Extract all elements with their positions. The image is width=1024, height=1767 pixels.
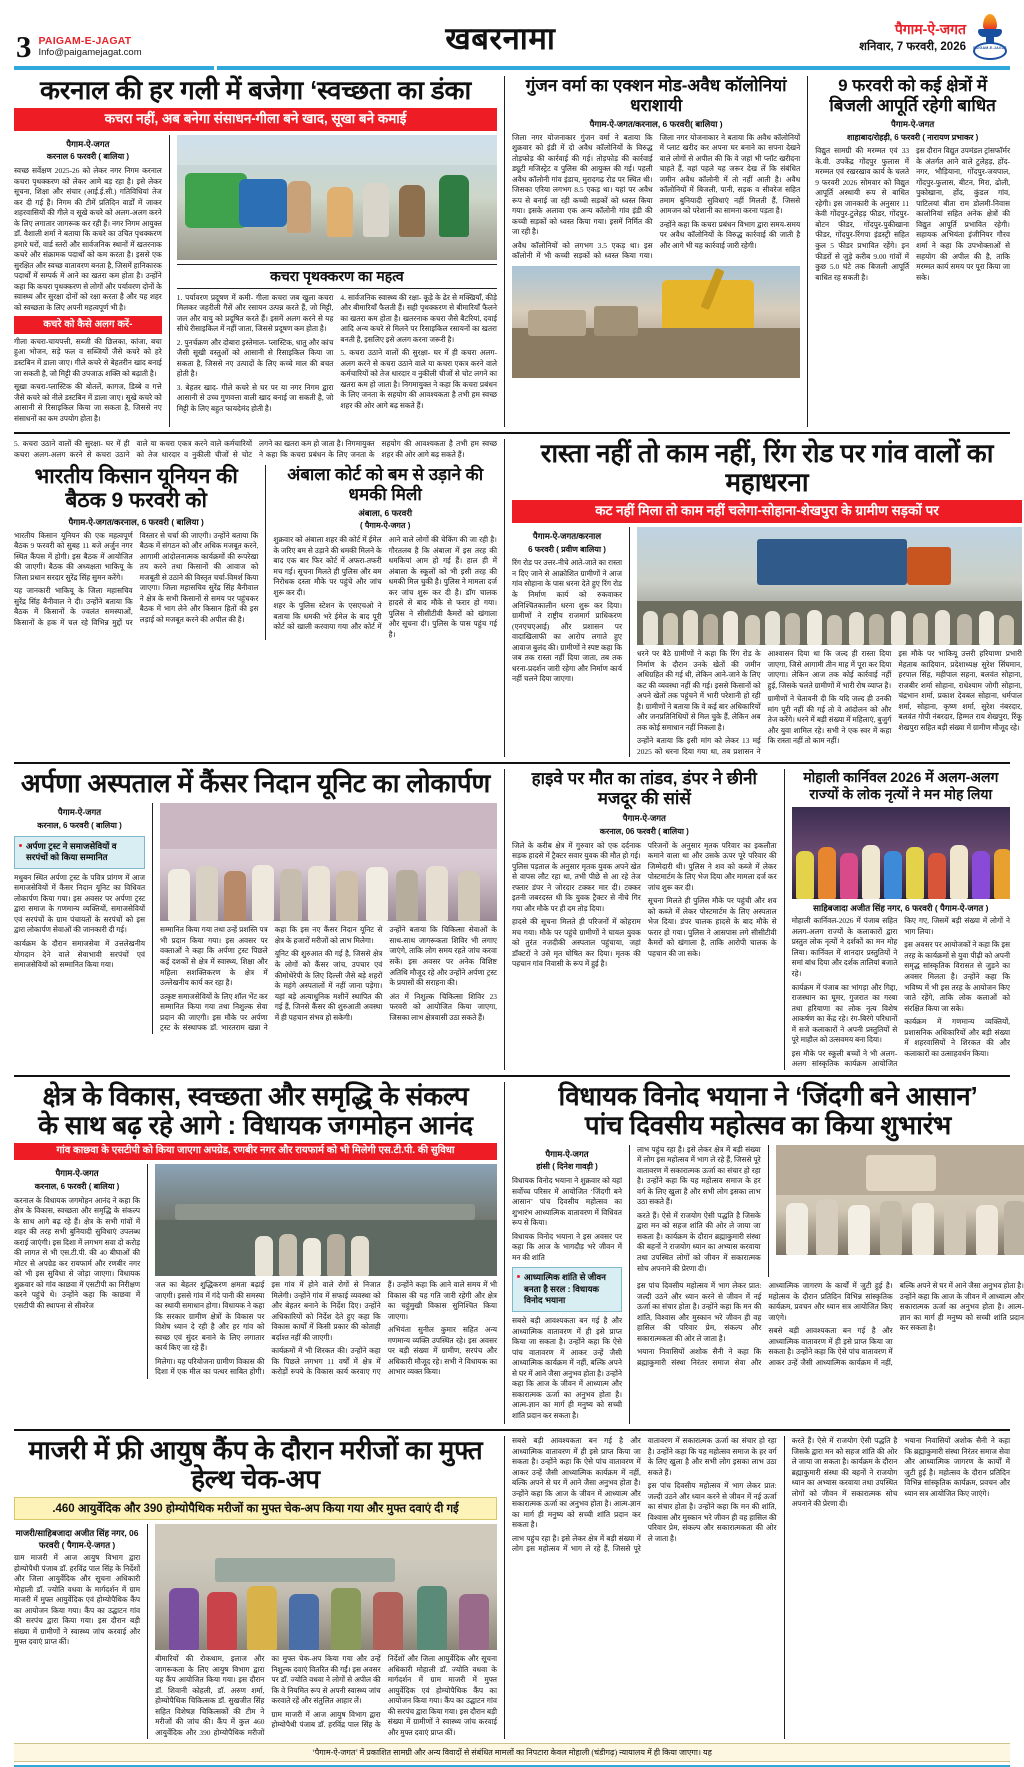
paragraph: सम्मानित किया गया तथा उन्हें प्रशस्ति पत्र भी प्रदान किया गया। इस अवसर पर वक्ताओं ने कहा कि अर्पणा ट्रस्ट पिछले कई दशकों से क्षेत्र में स्वास्थ्य, शिक्षा और महिला सशक्तिकरण के क्षेत्र में उल्लेखनीय कार्य कर रहा है। xyxy=(160,925,268,988)
brand-name-hi: पैगाम-ऐ-जगत xyxy=(894,20,966,37)
bhayana-continued xyxy=(512,1436,777,1555)
arpana-col2 xyxy=(160,803,497,1033)
mohali-photo xyxy=(792,807,1010,899)
paragraph: सूखा कचरा-प्लास्टिक की बोतलें, कागज, डिब्बे व गत्ते जैसे कचरे को नीले डस्टबिन में डाला जाए। सूखे कचरे को आसानी से रिसाइकिल किया जा सकता है, जिससे नए संसाधनों का कम उपयोग होता है। xyxy=(14,382,162,423)
paragraph: लाभ पहुंच रहा है। इसे लेकर क्षेत्र में बड़ी संख्या में लोग इस महोत्सव में भाग ले रहे हैं, जिससे पूरे वातावरण में सकारात्मक ऊर्जा का संचार हो रहा है। उन्होंने कहा कि यह महोत्सव समाज के हर वर्ग के लिए खुला है और सभी लोग इसका लाभ उठा सकते हैं। xyxy=(512,1436,777,1554)
paragraph: स्वच्छ सर्वेक्षण 2025-26 को लेकर नगर निगम करनाल कचरा पृथक्करण को लेकर आमे बड़ रहा है। इसे लेकर सूचना, शिक्षा और संचार (आई.ई.सी.) गतिविधियां तेज कर दी गई हैं। निगम की टीमें प्रतिदिन वार्डों में जाकर शहरवासियों की गीले व सूखे कचरे को अलग-अलग करने के लिए लगातार जागरूक कर रही हैं। नगर निगम आयुक्त डॉ. वैशाली शर्मा ने बताया कि कचरे का उचित पृथक्करण हमारे घरों, वार्ड स्तरों और सार्वजनिक स्थानों में खतरनाक कचरे और संक्रामक पदार्थों को कम करता है। इससे एक सुरक्षित और स्वच्छ वातावरण बनता है, जिसमें हानिकारक पदार्थों में सम्पर्क में आने का खतरा कम होता है। उन्होंने कहा कि कचरा पृथक्करण से लोगों और पर्यावरण दोनों के स्वास्थ्य और सुरक्षा दोनों को रक्षा करता है और यह शहर को स्वच्छता के लिए अपनी महत्वपूर्ण भी है। xyxy=(14,166,162,312)
row-two xyxy=(14,438,1022,757)
paragraph: इस दौरान विद्युत उपमंडल ट्रांसफॉर्मर के अंतर्गत आने वाले टुलेहड़, होंद-नगर, भौड़ियाना, गोंदपुर-जयपाल, गोंदपुर-फुलास, बीटन, मिरा, ढोली, पुकोखाना, होंद, कुंडल गांव, पाटिलयां बीता राम डोलमी-निवास कालोनियां सहित अनेक क्षेत्रों की विद्युत आपूर्ति प्रभावित रहेगी। सहायक अभियंता इंजीनियर गौरव शर्मा ने कहा कि उपभोक्ताओं से सहयोग की अपील की है, ताकि मरम्मत कार्य समय पर पूरा किया जा सके। xyxy=(916,146,1010,282)
vikas-byline2: करनाल, 6 फरवरी ( बालिया ) xyxy=(34,1181,120,1191)
brand-name-en: PAIGAM-E-JAGAT xyxy=(38,35,132,48)
ringroad-col2 xyxy=(637,527,1022,757)
swachhta-photo xyxy=(177,135,497,260)
ambala-text xyxy=(273,535,497,640)
ringroad-byline: पैगाम-ऐ-जगत/करनाल xyxy=(532,531,602,542)
paragraph: करते हैं। ऐसे में राजयोग ऐसी पद्धति है जिसके द्वारा मन को सहज शांति की ओर ले जाया जा सकता है। कार्यक्रम के दौरान ब्रह्माकुमारी संस्था की बहनों ने राजयोग ध्यान का अभ्यास करवाया तथा उपस्थित लोगों को जीवन में सकारात्मक सोच अपनाने की प्रेरणा दी। xyxy=(637,1210,761,1273)
ringroad-col2-text xyxy=(637,649,1022,757)
swachhta-col2 xyxy=(177,135,497,427)
masthead-brand-block xyxy=(39,35,142,59)
bku-headline: भारतीय किसान यूनियन की बैठक 9 फरवरी को xyxy=(34,464,238,513)
ringroad-subhead: कट नहीं मिला तो काम नहीं चलेगा-सोहाना-शेखपुरा के ग्रामीण सड़कों पर xyxy=(512,500,1022,523)
story-bijli xyxy=(815,76,1010,427)
column-divider xyxy=(784,1436,785,1738)
arpana-col1 xyxy=(14,803,145,1033)
bhayana-text-a xyxy=(637,1145,761,1274)
column-divider xyxy=(629,527,630,757)
bhayana-col1-text2 xyxy=(512,1316,622,1421)
paragraph: उन्होंने बताया कि इसी मांग को लेकर 13 मई 2025 को धरना दिया गया था, तब प्रशासन ने आश्वासन दिया था कि जल्द ही रास्ता दिया जाएगा, जिसे आगामी तीन माह में पूरा कर दिया जाएगा। लेकिन आज तक कोई कार्रवाई नहीं हुई, जिसके चलते ग्रामीणों में भारी रोष व्याप्त है। xyxy=(637,649,892,756)
paragraph: 5. कचरा उठाने वालों की सुरक्षा- घर में ही कचरा अलग-अलग करने से कचरा उठाने वाले या कचरा एकत्र करने वाले कर्मचारियों को तेज धारदार व नुकीली चीजों से चोट लगने का खतरा कम हो जाता है। निगमायुक्त ने कहा कि कचरा प्रबंधन के लिए जनता के सहयोग की आवश्यकता है तभी हम स्वच्छ शहर की ओर आगे बढ़ सकते हैं। xyxy=(340,348,497,410)
mohali-byline: साहिबजादा अजीत सिंह नगर, 6 फरवरी ( पैगाम-ऐ-जगत ) xyxy=(813,902,989,913)
paragraph: 1. पर्यावरण प्रदूषण में कमी- गीला कचरा जब खुला कचरा मिलकर जहरीली गैसें और रसायन उत्पन्न करते हैं, जो मिट्टी, जल और वायु को प्रदूषित करते हैं। इसमें अलग करने से यह सीधे रीसाइकिल में नहीं जाता, जिससे प्रदूषण कम होता है। xyxy=(176,292,334,334)
paragraph: इस मौके पर भाकियू उत्तरी हरियाणा प्रभारी मेहताब कादियान, प्रदेशाध्यक्ष सुरेश सिंघमान, हरपाल सिंह, महीपाल सहना, बलवंत सोहाना, राजबीर शर्मा सोहाना, राधेश्याम जोगी सोहाना, चंद्रभान शर्मा, प्रकाश देवबल सोहाना, धर्मपाल शर्मा, सोहाना, कृष्ण शर्मा, सुरेश नंबरदार, बलवंत गोपी नंबरदार, हिम्मत राय शेखपुरा, रिंकू शेखपुरा सहित बड़ी संख्या में ग्रामीण मौजूद रहे। xyxy=(898,649,1022,732)
ringroad-inner xyxy=(512,527,1022,757)
section-divider xyxy=(14,1429,1010,1431)
ambala-headline: अंबाला कोर्ट को बम से उड़ाने की धमकी मिली xyxy=(287,464,484,504)
paragraph: सबसे बड़ी आवश्यकता बन गई है और आध्यात्मिक वातावरण में ही इसे प्राप्त किया जा सकता है। उन्होंने कहा कि ऐसे पांच वातावरण में आकर उन्हें जैसी आध्यात्मिक कार्यक्रम में नहीं, बल्कि अपने से घर में आने जैसा अनुभव होता है। उन्होंने कहा कि आज के जीवन में आध्यात्म और सकारात्मक ऊर्जा का अनुभव होता है। आत्म-ज्ञान का मार्ग ही मनुष्य को सच्ची शांति प्रदान कर सकता है। xyxy=(768,1281,1024,1367)
bijli-text xyxy=(815,146,1010,286)
bijli-byline: पैगाम-ऐ-जगत xyxy=(891,119,935,130)
bhayana-continued-2 xyxy=(792,1436,1010,1510)
vikas-col1 xyxy=(14,1164,140,1379)
swachhta-byline2: करनाल 6 फरवरी ( बालिया ) xyxy=(46,152,130,162)
story-bku xyxy=(14,465,258,641)
gunjan-photo xyxy=(512,266,800,378)
paragraph: शुक्रवार को अंबाला शहर की कोर्ट में ईमेल के जरिए बम से उड़ाने की धमकी मिलने के बाद एक बार फिर कोर्ट में अफरा-तफरी मच गई। सूचना मिलते ही पुलिस और बम निरोधक दस्ता मौके पर पहुंचे और जांच शुरू कर दी। xyxy=(273,535,382,597)
paragraph: बीमारियों की रोकथाम, इलाज और जागरूकता के लिए आयुष विभाग द्वारा यह कैंप आयोजित किया गया। इस दौरान डॉ. शिवानी कोहली, डॉ. अरुण शर्मा, होम्योपैथिक चिकित्सक डॉ. सुखजीत सिंह सहित विशेषज्ञ चिकित्सकों की टीम ने मरीजों की जांच की। कैंप में कुल 460 आयुर्वेदिक और 390 होम्योपैथिक मरीजों का मुफ्त चेक-अप किया गया और उन्हें निशुल्क दवाएं वितरित की गईं। इस अवसर पर डॉ. ज्योति वधवा ने लोगों से अपील की कि वे नियमित रूप से अपनी स्वास्थ्य जांच करवाते रहें और संतुलित आहार लें। xyxy=(155,1654,381,1737)
bhayana-headline-line1: विधायक विनोद भयाना ने ‘जिंदगी बने आसान’ xyxy=(558,1080,978,1111)
column-divider xyxy=(504,1082,505,1425)
paragraph: अवैध कॉलोनियों को लगभग 3.5 एकड़ था। इस कॉलोनी में भी कच्ची सड़कों को ध्वस्त किया गया। जिला नगर योजनाकार ने बताया कि अवैध कॉलोनियों में प्लाट खरीद कर अपना घर बनाने का सपना देखने वाले लोगों से अपील की कि वे जहां भी प्लॉट खरीदना चाहते हैं, वहां पहले यह जरूर देख लें कि संबंधित जमीन अवैध कॉलोनी में तो नहीं आती है। अवैध कॉलोनियों में बिजली, पानी, सड़क व सीवरेज सहित तमाम बुनियादी सुविधाएं नहीं मिलती हैं, जिससे आमजन को परेशानी का सामना करना पड़ता है। xyxy=(512,132,801,261)
logo-ring-shape xyxy=(973,42,1007,60)
paragraph: लाभ पहुंच रहा है। इसे लेकर क्षेत्र में बड़ी संख्या में लोग इस महोत्सव में भाग ले रहे हैं, जिससे पूरे वातावरण में सकारात्मक ऊर्जा का संचार हो रहा है। उन्होंने कहा कि यह महोत्सव समाज के हर वर्ग के लिए खुला है और सभी लोग इसका लाभ उठा सकते हैं। xyxy=(637,1144,761,1207)
paragraph: यह जानकारी भाकियू के जिला महासचिव सुरेंद्र सिंह बैनीवाल ने दी। उन्होंने बताया कि बैठक में किसानों के ज्वलंत समस्याओं, किसानों के हक में चल रहे विभिन्न मुद्दों पर विस्तार से चर्चा की जाएगी। उन्होंने बताया कि बैठक में संगठन को और अधिक मजबूत करने, आगामी आंदोलनात्मक कार्यक्रमों की रूपरेखा तय करने तथा किसानों की आवाज को मजबूती से उठाने की विस्तृत चर्चा-विमर्श किया जाएगा। जिला महासचिव सुरेंद्र सिंह बैनीवाल ने क्षेत्र के सभी किसानों से समय पर पहुंचकर बैठक में भाग लेने और किसान हितों की इस लड़ाई को मजबूत करने की अपील की है। xyxy=(14,530,259,627)
column-divider xyxy=(152,803,153,1033)
publication-date: शनिवार, 7 फरवरी, 2026 xyxy=(859,40,966,53)
column-divider xyxy=(504,769,505,1069)
row-four xyxy=(14,1080,1024,1425)
masthead-rule xyxy=(14,66,1010,70)
ambala-byline2: ( पैगाम-ऐ-जगत ) xyxy=(359,521,411,531)
bhayana-photo xyxy=(776,1145,1024,1255)
story-swachhta xyxy=(14,76,497,427)
paragraph: 2. पुनर्चक्रण और दोबारा इस्तेमाल- प्लास्टिक, धातु और कांच जैसी सूखी वस्तुओं को आसानी से रिसाइकिल किया जा सकता है, जिससे नए उत्पादों के लिए कच्चे माल की बचत होती है। xyxy=(176,337,334,379)
paragraph: रिंग रोड पर उत्तर-नीचे आते-जाते का रास्ता न दिए जाने से आक्रोशित ग्रामीणों ने आज गांव सोहाना के पास धरना देते हुए रिंग रोड के निर्माण कार्य को रुकवाकर अनिश्चितकालीन धरना शुरू कर दिया। ग्रामीणों ने राष्ट्रीय राजमार्ग प्राधिकरण (एनएचएआई) और प्रशासन पर वादाखिलाफी का आरोप लगाते हुए आवाज बुलंद की। ग्रामीणों ने स्पष्ट कहा कि जब तक रास्ता नहीं दिया जाता, तब तक धरना-प्रदर्शन जारी रहेगा और निर्माण कार्य नहीं चलने दिया जाएगा। xyxy=(512,558,622,684)
column-divider xyxy=(768,1145,769,1277)
story-arpana xyxy=(14,769,497,1069)
paragraph: अंत में निशुल्क चिकित्सा शिविर 23 फरवरी को आयोजित किया जाएगा, जिसका लाभ क्षेत्रवासी उठा सकते हैं। xyxy=(389,991,497,1022)
arpana-byline: पैगाम-ऐ-जगत xyxy=(57,807,102,818)
paragraph: 5. कचरा उठाने वालों की सुरक्षा- घर में ही कचरा अलग-अलग करने से कचरा उठाने वाले या कचरा एकत्र करने वाले कर्मचारियों को तेज धारदार व नुकीली चीजों से चोट लगने का खतरा कम हो जाता है। निगमायुक्त ने कहा कि कचरा प्रबंधन के लिए जनता के सहयोग की आवश्यकता है तभी हम स्वच्छ शहर की ओर आगे बढ़ सकते हैं। xyxy=(14,439,497,459)
bhayana-byline: पैगाम-ऐ-जगत xyxy=(545,1148,589,1159)
swachhta-headline: करनाल की हर गली में बजेगा ‘स्वच्छता का डंका xyxy=(39,75,472,105)
swachhta-col2-text xyxy=(177,293,497,416)
highway-text xyxy=(512,841,777,970)
row-five-right xyxy=(792,1436,1010,1738)
paragraph: परिजनों के अनुसार मृतक परिवार का इकलौता कमाने वाला था और उसके ऊपर पूरे परिवार की जिम्मेदारी थी। पुलिस ने शव को कब्जे में लेकर पोस्टमार्टम के लिए भेज दिया और मामला दर्ज कर जांच शुरू कर दी। xyxy=(647,840,777,892)
paragraph: भयाना निवासियों अशोक सैनी ने कहा कि ब्रह्माकुमारी संस्था निरंतर समाज सेवा और आध्यात्मिक जागरण के कार्यों में जुटी हुई है। महोत्सव के दौरान प्रतिदिन विभिन्न सांस्कृतिक कार्यक्रम, प्रवचन और ध्यान सत्र आयोजित किए जाएंगे। xyxy=(904,1436,1010,1498)
section-divider xyxy=(14,432,1010,434)
bhayana-photo-wrap xyxy=(776,1145,1024,1277)
paragraph: कार्यक्रम में गणमान्य व्यक्तियों, प्रशासनिक अधिकारियों और बड़ी संख्या में शहरवासियों ने शिरकत की और कलाकारों का उत्साहवर्धन किया। xyxy=(904,1017,1010,1058)
masthead-right xyxy=(859,14,1008,60)
paragraph: करते हैं। ऐसे में राजयोग ऐसी पद्धति है जिसके द्वारा मन को सहज शांति की ओर ले जाया जा सकता है। कार्यक्रम के दौरान ब्रह्माकुमारी संस्था की बहनों ने राजयोग ध्यान का अभ्यास करवाया तथा उपस्थित लोगों को जीवन में सकारात्मक सोच अपनाने की प्रेरणा दी। xyxy=(791,1436,898,1509)
arpana-col1-text xyxy=(14,873,145,971)
guests-figures xyxy=(776,1191,1024,1255)
bku-byline: पैगाम-ऐ-जगत/करनाल, 6 फरवरी ( बालिया ) xyxy=(68,517,204,528)
paragraph: कार्यक्रम में पंजाब का भांगड़ा और गिद्दा, राजस्थान का घूमर, गुजरात का गरबा तथा हरियाणा का लोक नृत्य विशेष आकर्षण का केंद्र रहे। रंग-बिरंगे परिधानों में सजे कलाकारों ने अपनी प्रस्तुतियों से पूरे माहौल को उत्सवमय बना दिया। xyxy=(791,982,898,1045)
ringroad-col1 xyxy=(512,527,622,757)
contact-email: Info@paigamejagat.com xyxy=(38,47,142,59)
paragraph: इस पांच दिवसीय महोत्सव में भाग लेकर प्रात: जल्दी उठने और ध्यान करने से जीवन में नई ऊर्जा का संचार होता है। उन्होंने कहा कि मन की शांति, विश्वास और मुस्कान भरे जीवन ही वह हासिल की परिवार प्रेम, संकल्प और सकारात्मकता की ओर ले जाता है। xyxy=(647,1481,777,1543)
paragraph: सूचना मिलते ही पुलिस मौके पर पहुंची और शव को कब्जे में लेकर पोस्टमार्टम के लिए अस्पताल भेज दिया। डंपर चालक हादसे के बाद मौके से फरार हो गया। पुलिस ने आसपास लगे सीसीटीवी कैमरों को खंगाला है, ताकि आरोपी चालक के पहचान की जा सके। xyxy=(647,896,777,958)
column-divider xyxy=(807,76,808,427)
paragraph: मिलेगा। यह परियोजना ग्रामीण विकास की दिशा में एक मील का पत्थर साबित होगी। इस गांव में होने वाले रोगों से निजात मिलेगी। उन्होंने गांव में सफाई व्यवस्था को और बेहतर बनाने के निर्देश दिए। उन्होंने अधिकारियों को निर्देश देते हुए कहा कि विकास कार्यों में किसी प्रकार की कोताही बर्दाश्त नहीं की जाएगी। xyxy=(155,1280,381,1377)
row-five xyxy=(14,1436,1010,1738)
ayush-subhead: .460 आयुर्वेदिक और 390 होम्योपैथिक मरीजों का मुफ्त चेक-अप किया गया और मुफ्त दवाएं दी गई xyxy=(14,1497,497,1520)
swachhta-col1-text xyxy=(14,166,162,313)
swachhta-subhead: कचरा नहीं, अब बनेगा संसाधन-गीला बने खाद, सूखा बने कमाई xyxy=(14,108,497,131)
ayush-col1 xyxy=(14,1524,140,1738)
paragraph: गीला कचरा-चायपत्ती, सब्जी की छिलका, कांजा, बचा हुआ भोजन, सड़े फल व सब्जियों जैसे कचरे को हरे डस्टबिन में डाला जाए। गीले कचरे से बेहतरीन खाद बनाई जा सकती है, जो मिट्टी की उपजाऊ शक्ति को बढ़ाती है। xyxy=(14,336,162,378)
logo-ring-text: PAIGAM-E-JAGAT xyxy=(973,46,1007,50)
highway-headline: हाइवे पर मौत का तांडव, डंपर ने छीनी मजदूर की सांसें xyxy=(531,769,757,809)
arpana-byline2: करनाल, 6 फरवरी ( बालिया ) xyxy=(37,820,122,830)
highway-byline2: करनाल, 06 फरवरी ( बालिया ) xyxy=(599,826,689,836)
swachhta-col1 xyxy=(14,135,162,427)
paragraph: मधुबन स्थित अर्पणा ट्रस्ट के पवित्र प्रांगण में आज समाजसेवियों में कैंसर निदान यूनिट का विधिवत लोकार्पण किया गया। इस अवसर पर अर्पणा ट्रस्ट द्वारा समाज के गणमान्य व्यक्तियों, समाजसेवियों एवं सरपंचों के ग्राम पंचायतों के सरपंचों को इस द्वारा लोकार्पण सेवाओं की जानकारी दी गई। xyxy=(14,872,146,935)
paragraph: विधायक विनोद भयाना ने इस अवसर पर कहा कि आज के भागदौड़ भरे जीवन में मन की शांति xyxy=(512,1231,622,1262)
arpana-callout: अर्पणा ट्रस्ट ने समाजसेवियों व सरपंचों को किया सम्मानित xyxy=(14,836,145,869)
bhayana-col1-text xyxy=(512,1176,622,1263)
officials-figures xyxy=(155,1220,497,1276)
ayush-inner xyxy=(14,1524,497,1738)
paragraph: विद्युत सामग्री की मरम्मत एवं 33 के.वी. उपकेंद्र गोंदपुर फुलास में मरम्मत एवं रखरखाव कार्य के चलते 9 फरवरी 2026 सोमवार को विद्युत आपूर्ति अस्थायी रूप से बाधित रहेगी। इस जानकारी के अनुसार 11 केवी गोंदपुर-टुलेहड़ फीडर, गोंदपुर-बोटन फीडर, गोंदपुर-पुकीखाना फीडर, गोंदपुर-रिंगपा इंडस्ट्री सहित कुल 5 फीडर प्रभावित रहेंगे। इन फीडरों से जुड़े करीब 9.00 गांवों में कुछ 5.0 घंटे तक बिजली आपूर्ति बाधित रह सकती है। xyxy=(815,146,910,282)
paragraph: ग्राम माजरी में आज आयुष विभाग द्वारा होम्योपैथी पंजाब डॉ. हरविंद्र पाल सिंह के निर्देशों और जिला आयुर्वेदिक और सूचना अधिकारी मोहाली डॉ. ज्योति वधवा के मार्गदर्शन में ग्राम माजरी में मुफ्त आयुर्वेदिक एवं होम्योपैथिक कैंप का आयोजन किया गया। कैंप का उद्घाटन गांव की सरपंच द्वारा किया गया। इस दौरान बड़ी संख्या में ग्रामीणों ने स्वास्थ्य जांच करवाई और मुफ्त दवाएं प्राप्त कीं। xyxy=(14,1553,141,1647)
swachhta-col1b-text xyxy=(14,337,162,424)
bhayana-headline-line2: पांच दिवसीय महोत्सव का किया शुभारंभ xyxy=(584,1109,952,1140)
paragraph: इस मौके पर स्कूली बच्चों ने भी अलग-अलग सांस्कृतिक कार्यक्रम आयोजित किए गए, जिसमें बड़ी संख्या में लोगों ने भाग लिया। xyxy=(791,916,1010,1069)
ayush-col2 xyxy=(155,1524,497,1738)
page-title: खबरनामा xyxy=(445,21,556,56)
bottom-rule xyxy=(14,1765,1010,1767)
paragraph: धरने पर बैठे ग्रामीणों ने कहा कि रिंग रोड के निर्माण के दौरान उनके खेतों की जमीन अधिग्रहित की गई थी, लेकिन आने-जाने के लिए कट की व्यवस्था नहीं की गई। इससे किसानों को अपने खेतों तक पहुंचने में भारी परेशानी हो रही है। ग्रामीणों ने बताया कि वे कई बार अधिकारियों और जनप्रतिनिधियों से मिल चुके हैं, लेकिन अब तक कोई समाधान नहीं निकला है। xyxy=(637,649,761,732)
column-divider xyxy=(169,135,170,427)
paragraph: 3. बेहतर खाद- गीले कचरे से घर पर या नगर निगम द्वारा आसानी से उच्च गुणवत्ता वाली खाद बनाई जा सकती है, जो मिट्टी के लिए बहुत फायदेमंद होती है। xyxy=(176,382,334,413)
row-two-left-inner xyxy=(14,465,497,641)
vikas-inner xyxy=(14,1164,497,1379)
vikas-photo xyxy=(155,1164,497,1276)
ayush-col1-text xyxy=(14,1553,140,1648)
paragraph: कार्यक्रम के दौरान समाजसेवा में उत्तलेखनीय योगदान देने वाले सेवाभावी सरपंचों एवं समाजसेवियों को सम्मानित किया गया। xyxy=(14,939,146,970)
column-divider xyxy=(147,1524,148,1738)
paragraph: ग्रामीणों ने चेतावनी दी कि यदि जल्द ही उनकी मांग पूरी नहीं की गई तो वे आंदोलन को और तेज करेंगे। धरने में बड़ी संख्या में महिलाएं, बुजुर्ग और युवा शामिल रहे। सभी ने एक स्वर में कहा कि रास्ता नहीं तो काम नहीं। xyxy=(767,694,892,746)
paragraph: विधायक विनोद भयाना ने शुक्रवार को यहां सर्वोच्च परिसर में आयोजित ‘जिंदगी बने आसान’ पांच दिवसीय महोत्सव का शुभारंभ आध्यात्मिक वातावरण में विधिवत रूप से किया। xyxy=(512,1176,622,1228)
vikas-subhead: गांव काछवा के एसटीपी को किया जाएगा अपग्रेड, रणबीर नगर और रायफार्म को भी मिलेगी एस.टी.पी. की सुविधा xyxy=(14,1143,497,1161)
story-highway xyxy=(512,769,777,1069)
bhayana-col2-top xyxy=(637,1145,1024,1277)
dancers-figures xyxy=(792,833,1010,899)
arpana-headline: अर्पणा अस्पताल में कैंसर निदान यूनिट का लोकार्पण xyxy=(20,768,491,799)
page-number: 3 xyxy=(16,28,32,64)
paragraph: जिले के करीब क्षेत्र में गुरुवार को एक दर्दनाक सड़क हादसे में ट्रैक्टर सवार युवक की मौत हो गई। पुलिस पड़ताल के अनुसार मृतक युवक अपने खेत से वापस लौट रहा था, तभी पीछे से आ रहे तेज रफ्तार डंपर ने जोरदार टक्कर मार दी। टक्कर इतनी जबरदस्त थी कि युवक ट्रैक्टर से नीचे गिर गया और मौके पर ही दम तोड़ दिया। xyxy=(512,840,641,913)
masthead xyxy=(14,0,1010,64)
column-divider xyxy=(504,439,505,757)
story-vikas xyxy=(14,1082,497,1425)
paragraph: जल का बेहतर शुद्धिकरण क्षमता बढ़ाई जाएगी। इससे गांव में गंदे पानी की समस्या का स्थायी समाधान होगा। विधायक ने कहा कि सरकार ग्रामीण क्षेत्रों के विकास पर विशेष ध्यान दे रही है और हर गांव को स्वच्छ एवं सुंदर बनाने के लिए लगातार कार्य किए जा रहे हैं। xyxy=(155,1280,265,1353)
torch-logo-icon xyxy=(972,14,1008,60)
crowd-figures xyxy=(637,577,1022,645)
bhayana-col2a xyxy=(637,1145,761,1277)
column-divider xyxy=(629,1145,630,1424)
story-mohali xyxy=(792,769,1010,1069)
arpana-inner xyxy=(14,803,497,1033)
vikas-headline-line2: के साथ बढ़ रहे आगे : विधायक जगमोहन आनंद xyxy=(38,1109,473,1140)
paragraph: मोहाली कार्निवल-2026 में पंजाब सहित अलग-अलग राज्यों के कलाकारों द्वारा प्रस्तुत लोक नृत्यों ने दर्शकों का मन मोह लिया। कार्निवल में शानदार प्रस्तुतियों ने समां बांध दिया और दर्शक तालियां बजाते रहे। xyxy=(791,916,898,978)
ringroad-photo xyxy=(637,527,1022,645)
vikas-col1-text xyxy=(14,1196,140,1312)
paragraph: शहर के पुलिस स्टेशन के एसएचओ ने बताया कि धमकी भरे ईमेल के बाद पूरी कोर्ट को खाली करवाया गया और कोर्ट में आने वाले लोगों की चेकिंग की जा रही है। गौरतलब है कि अंबाला में इस तरह की धमकियां आम हो गई हैं। हाल ही में अंबाला के स्कूलों को भी इसी तरह की धमकी मिल चुकी है। पुलिस ने मामला दर्ज कर जांच शुरू कर दी है। डॉग चालक हादसे से बाद मौके से फरार हो गया। पुलिस ने सीसीटीवी कैमरों को खंगाला और सूचना दी। पुलिस के पास पहुंच गई है। xyxy=(273,535,497,639)
swachhta-inner xyxy=(14,135,497,427)
ayush-headline: माजरी में फ्री आयुष कैंप के दौरान मरीजों का मुफ्त हेल्थ चेक-अप xyxy=(28,1435,483,1495)
gunjan-text xyxy=(512,133,800,262)
swachhta-subhead2: कचरे को कैसे अलग करें- xyxy=(14,316,162,334)
paragraph: उन्होंने कहा कि कचरा प्रबंधन विभाग द्वारा समय-समय पर अवैध कॉलोनियों के विरुद्ध कार्रवाई की जाती है और आगे भी यह कार्रवाई जारी रहेगी। xyxy=(659,219,801,250)
ayush-col2-text xyxy=(155,1654,497,1738)
row-three xyxy=(14,769,1010,1069)
column-divider xyxy=(147,1164,148,1379)
bijli-headline: 9 फरवरी को कई क्षेत्रों में बिजली आपूर्ति रहेगी बाधित xyxy=(829,76,996,116)
ringroad-byline2: 6 फरवरी ( प्रवीण बालिया ) xyxy=(528,544,606,554)
bhayana-byline2: हांसी ( दिनेश गावड़ी ) xyxy=(536,1162,598,1172)
paragraph: सबसे बड़ी आवश्यकता बन गई है और आध्यात्मिक वातावरण में ही इसे प्राप्त किया जा सकता है। उन्होंने कहा कि ऐसे पांच वातावरण में आकर उन्हें जैसी आध्यात्मिक कार्यक्रम में नहीं, बल्कि अपने से घर में आने जैसा अनुभव होता है। उन्होंने कहा कि आज के जीवन में आध्यात्म और सकारात्मक ऊर्जा का अनुभव होता है। आत्म-ज्ञान का मार्ग ही मनुष्य को सच्ची शांति प्रदान कर सकता है। xyxy=(512,1436,641,1530)
masthead-left xyxy=(16,28,142,64)
vikas-byline: पैगाम-ऐ-जगत xyxy=(55,1168,99,1179)
bhayana-inner xyxy=(512,1145,1024,1424)
paragraph: इस अवसर पर आयोजकों ने कहा कि इस तरह के कार्यक्रमों से युवा पीढ़ी को अपनी समृद्ध सांस्कृतिक विरासत से जुड़ने का अवसर मिलता है। उन्होंने कहा कि भविष्य में भी इस तरह के आयोजन किए जाते रहेंगे, ताकि लोक कलाओं को संरक्षित किया जा सके। xyxy=(904,940,1010,1013)
paragraph: सबसे बड़ी आवश्यकता बन गई है और आध्यात्मिक वातावरण में ही इसे प्राप्त किया जा सकता है। उन्होंने कहा कि ऐसे पांच वातावरण में आकर उन्हें जैसी आध्यात्मिक कार्यक्रम में नहीं, बल्कि अपने से घर में आने जैसा अनुभव होता है। उन्होंने कहा कि आज के जीवन में आध्यात्म और सकारात्मक ऊर्जा का अनुभव होता है। आत्म-ज्ञान का मार्ग ही मनुष्य को सच्ची शांति प्रदान कर सकता है। xyxy=(512,1316,622,1420)
column-divider xyxy=(504,76,505,427)
arpana-col2-text xyxy=(160,925,497,1033)
mohali-text xyxy=(792,916,1010,1069)
swachhta-col2-head: कचरा पृथक्करण का महत्व xyxy=(270,267,404,284)
paragraph: अभियंता सुनील कुमार सहित अन्य गणमान्य व्यक्ति उपस्थित रहे। इस अवसर पर बड़ी संख्या में ग्रामीण, सरपंच और अधिकारी मौजूद रहे। सभी ने विधायक का आभार व्यक्त किया। xyxy=(387,1325,497,1377)
story-gunjan xyxy=(512,76,800,427)
gunjan-headline: गुंजन वर्मा का एक्शन मोड-अवैध कॉलोनियां धराशायी xyxy=(525,76,787,116)
paragraph: जिला नगर योजनाकार गुंजन वर्मा ने बताया कि शुक्रवार को इंडी में दो अवैध कॉलोनियों के विरुद्ध तोड़फोड़ की कार्रवाई की गई। तोड़फोड़ की कार्रवाई ड्यूटी मजिस्ट्रेट व पुलिस की आयुक्त की गई। पहली अवैध कॉलोनी गांव इंडाच, मुरादगढ़ रोड पर स्थित थी। जिसका एरिया लगभग 8.5 एकड़ था। यहां पर अवैध रूप से बनाई जा रही कच्ची सड़कों को ध्वस्त किया गया। इसके अलावा एक अन्य कॉलोनी गांव इंडी की कच्ची सड़कों को ध्वस्त किया गया। इसमें निर्मित की जा रही है। xyxy=(512,132,653,237)
vikas-col2-text xyxy=(155,1280,497,1379)
ringroad-headline: रास्ता नहीं तो काम नहीं, रिंग रोड पर गांव वालों का महाधरना xyxy=(540,438,994,498)
bhayana-callout: आध्यात्मिक शांति से जीवन बनता है सरल : विधायक विनोद भयाना xyxy=(512,1267,622,1312)
bku-text xyxy=(14,531,258,629)
paragraph: उत्कृष्ट समाजसेवियों के लिए शॉल भेंट कर सम्मानित किया गया तथा निशुल्क सेवा प्रदान की जाएगी। इस मौके पर अर्पणा ट्रस्ट के संस्थापक डॉ. भारतराम खन्ना ने कहा कि इस नए कैंसर निदान यूनिट से क्षेत्र के हजारों मरीजों को लाभ मिलेगा। xyxy=(160,925,383,1033)
section-divider xyxy=(14,762,1010,764)
column-divider xyxy=(784,769,785,1069)
paragraph: भयाना निवासियों अशोक सैनी ने कहा कि ब्रह्माकुमारी संस्था निरंतर समाज सेवा और आध्यात्मिक जागरण के कार्यों में जुटी हुई है। महोत्सव के दौरान प्रतिदिन विभिन्न सांस्कृतिक कार्यक्रम, प्रवचन और ध्यान सत्र आयोजित किए जाएंगे। xyxy=(637,1281,893,1367)
masthead-right-text xyxy=(859,19,966,56)
paragraph: भारतीय किसान यूनियन की एक महत्वपूर्ण बैठक 9 फरवरी को सुबह 11 बजे अर्जुन नगर स्थित कैंपस में होगी। इस बैठक में आयोजित की जाएगी। बैठक की अध्यक्षता भाकियू के जिला प्रधान सरदार सुरेंद्र सिंह सुमन करेंगे। xyxy=(14,530,133,582)
section-divider xyxy=(14,1075,1010,1077)
paragraph: कार्यक्रमों में भी शिरकत की। उन्होंने कहा कि पिछले लगभग 11 वर्षों में क्षेत्र में करोड़ों रुपये के विकास कार्य करवाए गए हैं। उन्होंने कहा कि आने वाले समय में भी विकास की यह गति जारी रहेगी और क्षेत्र का चहुंमुखी विकास सुनिश्चित किया जाएगा। xyxy=(271,1280,497,1377)
paragraph: यूनिट की शुरुआत की गई है, जिससे क्षेत्र के लोगों को कैंसर जांच, उपचार एवं कीमोथेरेपी के लिए दिल्ली जैसे बड़े शहरों के महंगे अस्पतालों में नहीं जाना पड़ेगा। यहां बड़े अत्याधुनिक मशीनें स्थापित की गई हैं, जिनसे कैंसर की शुरुआती अवस्था में ही पहचान संभव हो सकेगी। xyxy=(274,949,383,1022)
vikas-headline-line1: क्षेत्र के विकास, स्वच्छता और समृद्धि के संकल्प xyxy=(42,1080,469,1111)
story-ayush xyxy=(14,1436,497,1738)
ringroad-col1-text xyxy=(512,558,622,684)
row-five-middle xyxy=(512,1436,777,1738)
story-bhayana xyxy=(512,1082,1024,1425)
bhayana-text-b xyxy=(637,1281,1024,1368)
column-divider xyxy=(265,465,266,641)
paragraph: इस पांच दिवसीय महोत्सव में भाग लेकर प्रात: जल्दी उठने और ध्यान करने से जीवन में नई ऊर्जा का संचार होता है। उन्होंने कहा कि मन की शांति, विश्वास और मुस्कान भरे जीवन ही वह हासिल की परिवार प्रेम, संकल्प और सकारात्मकता की ओर ले जाता है। xyxy=(637,1281,762,1343)
gunjan-byline: पैगाम-ऐ-जगत/करनाल, 6 फरवरी( बालिया ) xyxy=(589,119,723,130)
mohali-headline: मोहाली कार्निवल 2026 में अलग-अलग राज्यों के लोक नृत्यों ने मन मोह लिया xyxy=(803,769,999,803)
ayush-photo xyxy=(155,1524,497,1650)
legal-footer-note: ‘पैगाम-ऐ-जगत’ में प्रकाशित सामग्री और अन्य विवादों से संबंधित मामलों का निपटारा केवल मोहाली (चंडीगढ़) न्यायालय में ही किया जाएगा। यह xyxy=(14,1743,1010,1762)
ayush-byline: माजरी/साहिबजादा अजीत सिंह नगर, 06 फरवरी ( पैगाम-ऐ-जगत ) xyxy=(15,1528,139,1550)
dignitaries-figures xyxy=(160,853,497,921)
bhayana-col2 xyxy=(637,1145,1024,1424)
story-ambala xyxy=(273,465,497,641)
vikas-col2 xyxy=(155,1164,497,1379)
swachhta-continued xyxy=(14,439,497,461)
camp-people-figures xyxy=(155,1577,497,1650)
paragraph: उन्होंने बताया कि चिकित्सा सेवाओं के साथ-साथ जागरूकता शिविर भी लगाए जाएंगे, ताकि लोग समय रहते जांच करवा सकें। इस अवसर पर अनेक विशिष्ट अतिथि मौजूद रहे और उन्होंने अर्पणा ट्रस्ट के प्रयासों की सराहना की। xyxy=(389,925,497,988)
paragraph: 4. सार्वजनिक स्वास्थ्य की रक्षा- कूड़े के ढेर से मक्खियाँ, कीड़े और बीमारियाँ फैलती हैं। सही पृथक्करण से बीमारियाँ फैलने का खतरा कम होता है। खतरनाक कचरा जैसे बैटरियां, दवाई आदि अन्य कचरे से मिलने पर रिसाइकिल रसायनों का खतरा बनती है, इसलिए इसे अलग करना जरूरी है। xyxy=(340,292,497,344)
highway-byline: पैगाम-ऐ-जगत xyxy=(622,813,666,824)
bijli-byline2: शाहाबाद/रोहड़ी, 6 फरवरी ( नारायण प्रभाकर ) xyxy=(846,132,979,142)
column-divider xyxy=(504,1436,505,1738)
paragraph: ग्राम माजरी में आज आयुष विभाग द्वारा होम्योपैथी पंजाब डॉ. हरविंद्र पाल सिंह के निर्देशों और जिला आयुर्वेदिक और सूचना अधिकारी मोहाली डॉ. ज्योति वधवा के मार्गदर्शन में ग्राम माजरी में मुफ्त आयुर्वेदिक एवं होम्योपैथिक कैंप का आयोजन किया गया। कैंप का उद्घाटन गांव की सरपंच द्वारा किया गया। इस दौरान बड़ी संख्या में ग्रामीणों ने स्वास्थ्य जांच करवाई और मुफ्त दवाएं प्राप्त कीं। xyxy=(271,1654,497,1737)
row-two-left xyxy=(14,439,497,757)
arpana-photo xyxy=(160,803,497,921)
bhayana-col1 xyxy=(512,1145,622,1424)
swachhta-byline: पैगाम-ऐ-जगत xyxy=(66,138,110,149)
row-top xyxy=(14,76,1010,427)
paragraph: हादसे की सूचना मिलते ही परिजनों में कोहराम मच गया। मौके पर पहुंचे ग्रामीणों ने घायल युवक को तुरंत नजदीकी अस्पताल पहुंचाया, जहां डॉक्टरों ने उसे मृत घोषित कर दिया। मृतक की पहचान गांव निवासी के रूप में हुई है। xyxy=(512,917,641,969)
ambala-byline: अंबाला, 6 फरवरी xyxy=(358,507,413,518)
story-ringroad xyxy=(512,439,1022,757)
paragraph: करनाल के विधायक जगमोहन आनंद ने कहा कि क्षेत्र के विकास, स्वच्छता और समृद्धि के संकल्प के साथ आगे बढ़ रहे हैं। क्षेत्र के सभी गांवों में शहर की तरह सभी बुनियादी सुविधाएं उपलब्ध कराई जाएंगी। इस दिशा में लगभग सवा दो करोड़ की लागत से भी एस.टी.पी. की 40 बीघाओं की मोटर से अपग्रेड कर रायफार्म और रणबीर नगर को भी इस सुविधा से जोड़ा जाएगा। विधायक शुक्रवार को गांव काछवा में एसटीपी का निरीक्षण करने पहुंचे थे। उन्होंने कहा कि काछवा में एसटीपी की स्थापना से सीवरेज xyxy=(14,1195,141,1310)
